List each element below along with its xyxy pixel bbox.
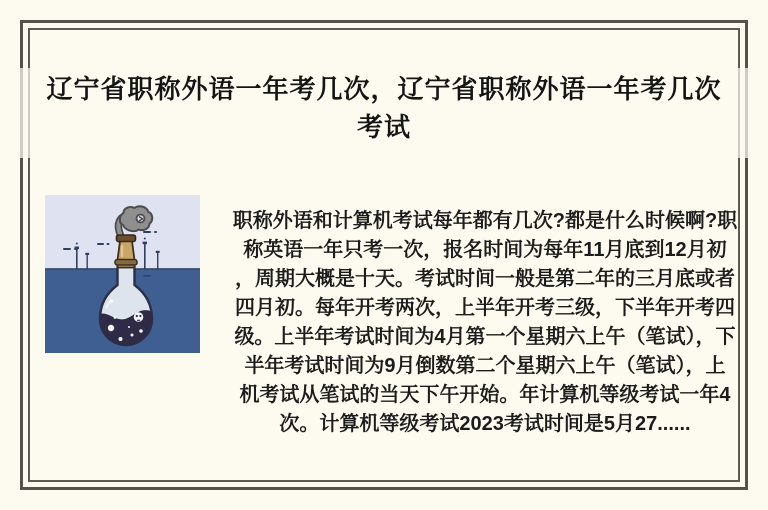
article-line: 级。上半年考试时间为4月第一个星期六上午（笔试），下 <box>234 326 736 348</box>
article-line: 半年考试时间为9月倒数第二个星期六上午（笔试），上 <box>244 355 726 377</box>
article-line: 机考试从笔试的当天下午开始。年计算机等级考试一年4 <box>239 384 731 406</box>
skull-icon <box>134 312 144 322</box>
page-title-line-2: 考试 <box>356 112 411 142</box>
frame-highlight-right <box>745 68 748 158</box>
article-line: 次。计算机等级考试2023考试时间是5月27...... <box>279 413 691 435</box>
article-text <box>231 207 739 439</box>
article-line: 称英语一年只考一次，报名时间为每年11月底到12月初 <box>243 239 727 261</box>
flask-smokestack-illustration <box>45 195 200 353</box>
article-line: 职称外语和计算机考试每年都有几次?都是什么时候啊?职 <box>232 210 738 232</box>
bottle-chimney-icon <box>115 235 137 268</box>
frame-highlight-right-inner <box>738 68 740 158</box>
frame-highlight-left-inner <box>28 68 30 158</box>
page-title <box>40 70 728 146</box>
article-line: ，周期大概是十天。考试时间一般是第二年的三月底或者 <box>235 268 735 290</box>
page-title-line-1: 辽宁省职称外语一年考几次，辽宁省职称外语一年考几次 <box>46 74 722 104</box>
article-line: 四月初。每年开考两次，上半年开考三级，下半年开考四 <box>235 297 735 319</box>
frame-highlight-left <box>20 68 23 158</box>
